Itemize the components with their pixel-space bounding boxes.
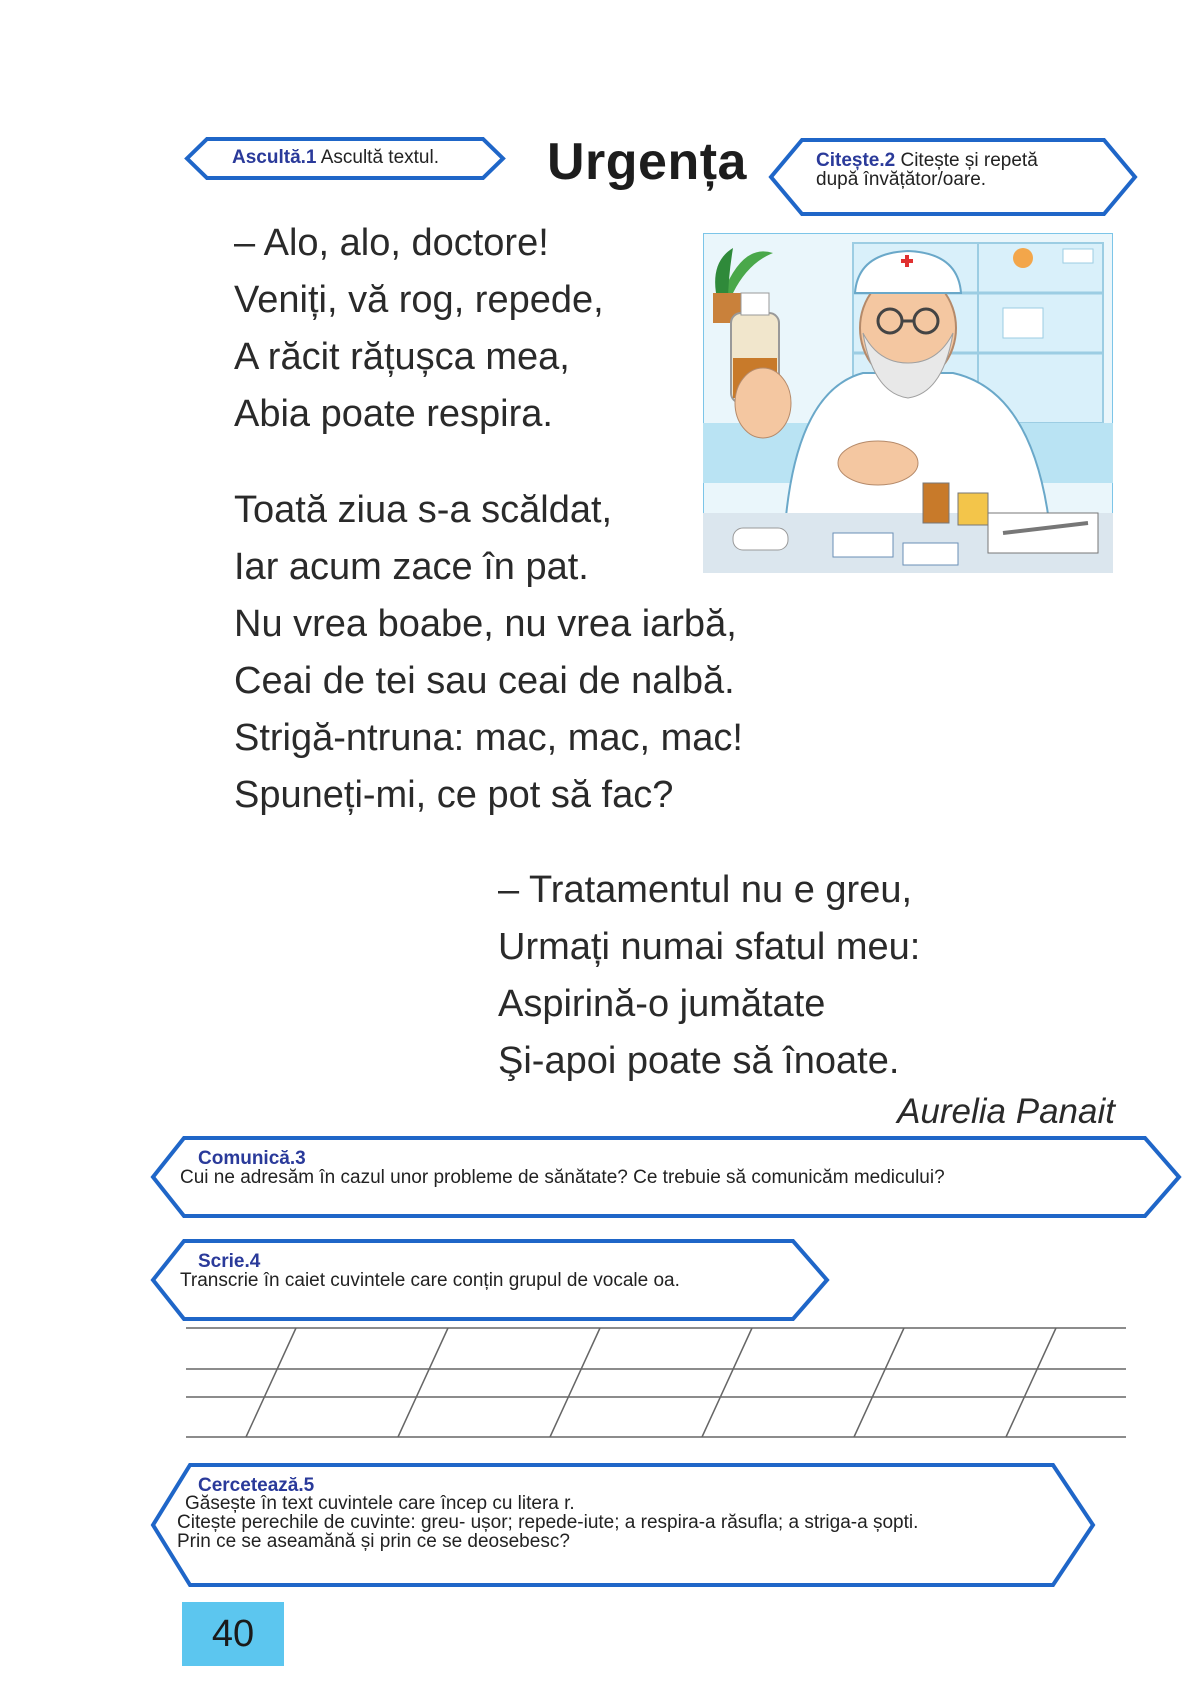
exercise-scrie-text: Transcrie în caiet cuvintele care conțin grupul de vocale oa. (180, 1270, 680, 1291)
poem-line: Şi-apoi poate să înoate. (498, 1040, 900, 1082)
poem-line: Veniți, vă rog, repede, (234, 279, 604, 321)
tag-asculta-text: Ascultă textul. (320, 147, 439, 168)
tag-citeste-text-1: Citește și repetă (900, 150, 1038, 171)
exercise-comunica-label: Comunică.3 (198, 1148, 306, 1169)
tag-asculta (185, 137, 505, 180)
doctor-illustration (703, 233, 1113, 573)
exercise-scrie-label: Scrie.4 (198, 1251, 261, 1272)
exercise-cerceteaza-label: Cercetează.5 (198, 1475, 315, 1496)
poem-line: Strigă-ntruna: mac, mac, mac! (234, 717, 743, 759)
exercise-cerceteaza-line-2: Citește perechile de cuvinte: greu- ușor; repede-iute; a respira-a răsufla; a striga-a șopti. (177, 1512, 919, 1533)
poem-author: Aurelia Panait (897, 1092, 1115, 1131)
page-title: Urgența (547, 133, 747, 191)
poem-line: Ceai de tei sau ceai de nalbă. (234, 660, 735, 702)
poem-line: A răcit rățușca mea, (234, 336, 570, 378)
writing-lines[interactable] (186, 1325, 1126, 1440)
poem-stanza-1 (234, 215, 604, 443)
poem-stanza-2 (234, 482, 743, 824)
poem-line: – Alo, alo, doctore! (234, 222, 549, 264)
exercise-cerceteaza-line-3: Prin ce se aseamănă și prin ce se deosebesc? (177, 1531, 570, 1552)
exercise-cerceteaza-line-1: Găsește în text cuvintele care încep cu litera r. (185, 1493, 575, 1514)
poem-line: Iar acum zace în pat. (234, 546, 589, 588)
tag-asculta-label: Ascultă.1 (232, 147, 317, 168)
poem-line: Urmați numai sfatul meu: (498, 926, 921, 968)
writing-lines-grid (186, 1325, 1126, 1440)
exercise-cerceteaza (150, 1462, 1096, 1588)
tag-citeste-text-2: după învățător/oare. (816, 169, 987, 190)
poem-line: Nu vrea boabe, nu vrea iarbă, (234, 603, 737, 645)
poem-line: Toată ziua s-a scăldat, (234, 489, 613, 531)
poem-line: – Tratamentul nu e greu, (498, 869, 913, 911)
exercise-comunica (150, 1135, 1182, 1219)
exercise-scrie (150, 1238, 830, 1322)
poem-line: Aspirină-o jumătate (498, 983, 826, 1025)
doctor-icon (703, 233, 1113, 573)
poem-stanza-3 (498, 862, 920, 1090)
page-number: 40 (182, 1602, 284, 1666)
poem-line: Spuneți-mi, ce pot să fac? (234, 774, 674, 816)
tag-citeste-label: Citește.2 (816, 150, 896, 171)
exercise-comunica-text: Cui ne adresăm în cazul unor probleme de sănătate? Ce trebuie să comunicăm medicului? (180, 1167, 945, 1188)
tag-citeste (768, 137, 1138, 217)
poem-line: Abia poate respira. (234, 393, 553, 435)
